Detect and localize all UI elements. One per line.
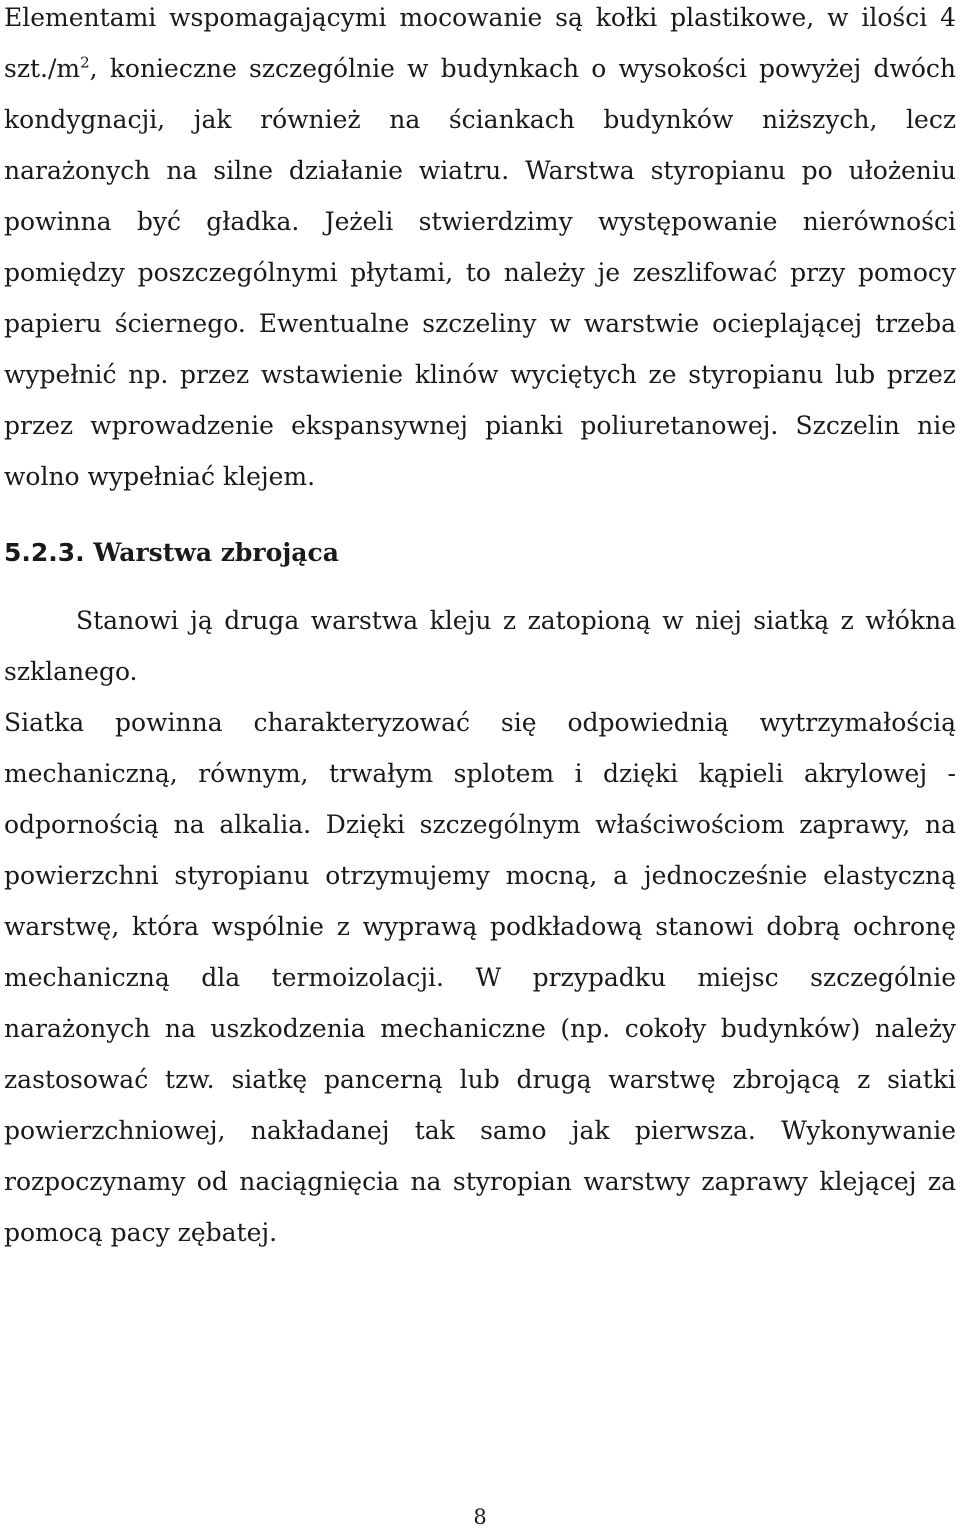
document-page: [4, 0, 956, 1258]
paragraph-fastening-text-a: Elementami wspomagającymi mocowanie są kołki plastikowe, w ilości 4 szt./m: [4, 3, 956, 83]
page-number: 8: [473, 1505, 487, 1529]
paragraph-reinforcement-intro: Stanowi ją druga warstwa kleju z zatopioną w niej siatką z włókna szklanego.: [4, 606, 956, 686]
paragraph-mesh-description: Siatka powinna charakteryzować się odpowiednią wytrzymałością mechaniczną, równym, trwałym splotem i dzięki kąpieli akrylowej - odpornością na alkalia. Dzięki szczególnym właściwościom zaprawy, na powierzchni styropianu otrzymujemy mocną, a jednocześnie elastyczną warstwę, która wspólnie z wyprawą podkładową stanowi dobrą ochronę mechaniczną dla termoizolacji. W przypadku miejsc szczególnie narażonych na uszkodzenia mechaniczne (np. cokoły budynków) należy zastosować tzw. siatkę pancerną lub drugą warstwę zbrojącą z siatki powierzchniowej, nakładanej tak samo jak pierwsza. Wykonywanie rozpoczynamy od naciągnięcia na styropian warstwy zaprawy klejącej za pomocą pacy zębatej.: [4, 708, 956, 1247]
section-number: 5.2.3.: [4, 538, 85, 567]
paragraph-fastening-text-b: , konieczne szczególnie w budynkach o wysokości powyżej dwóch kondygnacji, jak również na ściankach budynków niższych, lecz narażonych na silne działanie wiatru. Warstwa styropianu po ułożeniu powinna być gładka. Jeżeli stwierdzimy występowanie nierówności pomiędzy poszczególnymi płytami, to należy je zeszlifować przy pomocy papieru ściernego. Ewentualne szczeliny w warstwie ocieplającej trzeba wypełnić np. przez wstawienie klinów wyciętych ze styropianu lub przez przez wprowadzenie ekspansywnej pianki poliuretanowej. Szczelin nie wolno wypełniać klejem.: [4, 54, 956, 491]
section-heading: [4, 527, 956, 578]
superscript-squared: 2: [80, 53, 90, 72]
paragraph-fastening: [4, 0, 956, 502]
section-title: Warstwa zbrojąca: [93, 538, 339, 567]
